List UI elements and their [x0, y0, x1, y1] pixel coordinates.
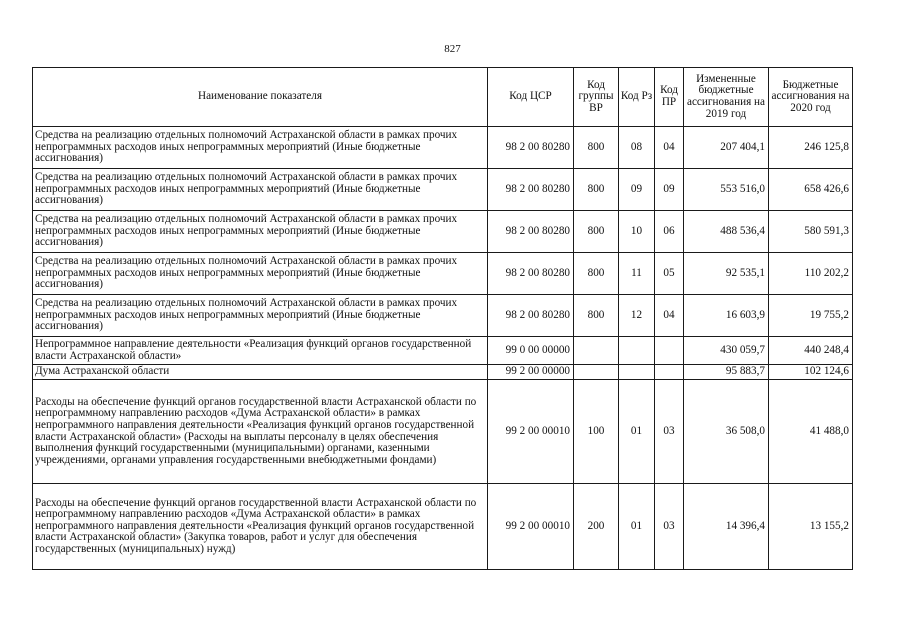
- cell-csr: 99 0 00 00000: [488, 337, 574, 365]
- cell-name: Расходы на обеспечение функций органов государственной власти Астраханской области по непрограммному направлению расходов «Дума Астраханской области» в рамках непрограммного направления деятельности «Реализация функций органов государственной власти Астраханской области» (Расходы на выплаты персоналу в целях обеспечения выполнения функций государственными (муниципальными) органами, казенными учреждениями, органами управления государственными внебюджетными фондами): [33, 380, 488, 484]
- cell-2020: 658 426,6: [769, 169, 853, 211]
- cell-name: Средства на реализацию отдельных полномочий Астраханской области в рамках прочих непрограммных расходов иных непрограммных мероприятий (Иные бюджетные ассигнования): [33, 295, 488, 337]
- cell-csr: 98 2 00 80280: [488, 295, 574, 337]
- header-vr: Код группы ВР: [574, 68, 619, 127]
- cell-2019: 16 603,9: [684, 295, 769, 337]
- cell-rz: [619, 365, 655, 380]
- cell-csr: 98 2 00 80280: [488, 169, 574, 211]
- cell-2020: 13 155,2: [769, 484, 853, 570]
- cell-rz: 01: [619, 484, 655, 570]
- cell-2020: 41 488,0: [769, 380, 853, 484]
- header-name: Наименование показателя: [33, 68, 488, 127]
- cell-2019: 14 396,4: [684, 484, 769, 570]
- cell-pr: [655, 337, 684, 365]
- cell-vr: [574, 337, 619, 365]
- cell-rz: 10: [619, 211, 655, 253]
- cell-rz: 01: [619, 380, 655, 484]
- header-2019: Измененные бюджетные ассигнования на 2019 год: [684, 68, 769, 127]
- cell-pr: [655, 365, 684, 380]
- cell-2019: 92 535,1: [684, 253, 769, 295]
- header-pr: Код ПР: [655, 68, 684, 127]
- cell-rz: 11: [619, 253, 655, 295]
- cell-rz: 08: [619, 127, 655, 169]
- cell-2019: 488 536,4: [684, 211, 769, 253]
- cell-2020: 580 591,3: [769, 211, 853, 253]
- cell-pr: 09: [655, 169, 684, 211]
- table-header-row: [33, 68, 853, 127]
- cell-pr: 06: [655, 211, 684, 253]
- cell-2020: 102 124,6: [769, 365, 853, 380]
- cell-2020: 110 202,2: [769, 253, 853, 295]
- cell-rz: 09: [619, 169, 655, 211]
- cell-name: Средства на реализацию отдельных полномочий Астраханской области в рамках прочих непрограммных расходов иных непрограммных мероприятий (Иные бюджетные ассигнования): [33, 169, 488, 211]
- cell-pr: 03: [655, 484, 684, 570]
- table-row: [33, 484, 853, 570]
- cell-pr: 04: [655, 127, 684, 169]
- cell-name: Непрограммное направление деятельности «Реализация функций органов государственной власти Астраханской области»: [33, 337, 488, 365]
- cell-vr: [574, 365, 619, 380]
- table-row: [33, 380, 853, 484]
- cell-vr: 800: [574, 211, 619, 253]
- cell-2020: 440 248,4: [769, 337, 853, 365]
- cell-name: Расходы на обеспечение функций органов государственной власти Астраханской области по непрограммному направлению расходов «Дума Астраханской области» в рамках непрограммного направления деятельности «Реализация функций органов государственной власти Астраханской области» (Закупка товаров, работ и услуг для обеспечения государственных (муниципальных) нужд): [33, 484, 488, 570]
- header-rz: Код Рз: [619, 68, 655, 127]
- cell-csr: 99 2 00 00010: [488, 380, 574, 484]
- cell-vr: 200: [574, 484, 619, 570]
- cell-2019: 430 059,7: [684, 337, 769, 365]
- cell-2020: 19 755,2: [769, 295, 853, 337]
- cell-vr: 800: [574, 295, 619, 337]
- cell-2019: 95 883,7: [684, 365, 769, 380]
- table-row: [33, 337, 853, 365]
- cell-pr: 04: [655, 295, 684, 337]
- cell-rz: [619, 337, 655, 365]
- cell-vr: 800: [574, 169, 619, 211]
- cell-csr: 98 2 00 80280: [488, 211, 574, 253]
- cell-pr: 05: [655, 253, 684, 295]
- cell-2019: 553 516,0: [684, 169, 769, 211]
- table-row: [33, 169, 853, 211]
- page-number: 827: [444, 43, 461, 55]
- cell-name: Средства на реализацию отдельных полномочий Астраханской области в рамках прочих непрограммных расходов иных непрограммных мероприятий (Иные бюджетные ассигнования): [33, 127, 488, 169]
- table-row: [33, 211, 853, 253]
- table-row: [33, 127, 853, 169]
- cell-csr: 98 2 00 80280: [488, 127, 574, 169]
- cell-2019: 36 508,0: [684, 380, 769, 484]
- header-csr: Код ЦСР: [488, 68, 574, 127]
- cell-name: Дума Астраханской области: [33, 365, 488, 380]
- cell-vr: 800: [574, 253, 619, 295]
- header-2020: Бюджетные ассигнования на 2020 год: [769, 68, 853, 127]
- cell-2020: 246 125,8: [769, 127, 853, 169]
- budget-table: [32, 67, 853, 570]
- cell-2019: 207 404,1: [684, 127, 769, 169]
- cell-vr: 100: [574, 380, 619, 484]
- cell-csr: 99 2 00 00000: [488, 365, 574, 380]
- table-row: [33, 365, 853, 380]
- cell-name: Средства на реализацию отдельных полномочий Астраханской области в рамках прочих непрограммных расходов иных непрограммных мероприятий (Иные бюджетные ассигнования): [33, 211, 488, 253]
- cell-csr: 98 2 00 80280: [488, 253, 574, 295]
- cell-rz: 12: [619, 295, 655, 337]
- cell-csr: 99 2 00 00010: [488, 484, 574, 570]
- table-row: [33, 253, 853, 295]
- cell-name: Средства на реализацию отдельных полномочий Астраханской области в рамках прочих непрограммных расходов иных непрограммных мероприятий (Иные бюджетные ассигнования): [33, 253, 488, 295]
- cell-pr: 03: [655, 380, 684, 484]
- cell-vr: 800: [574, 127, 619, 169]
- table-row: [33, 295, 853, 337]
